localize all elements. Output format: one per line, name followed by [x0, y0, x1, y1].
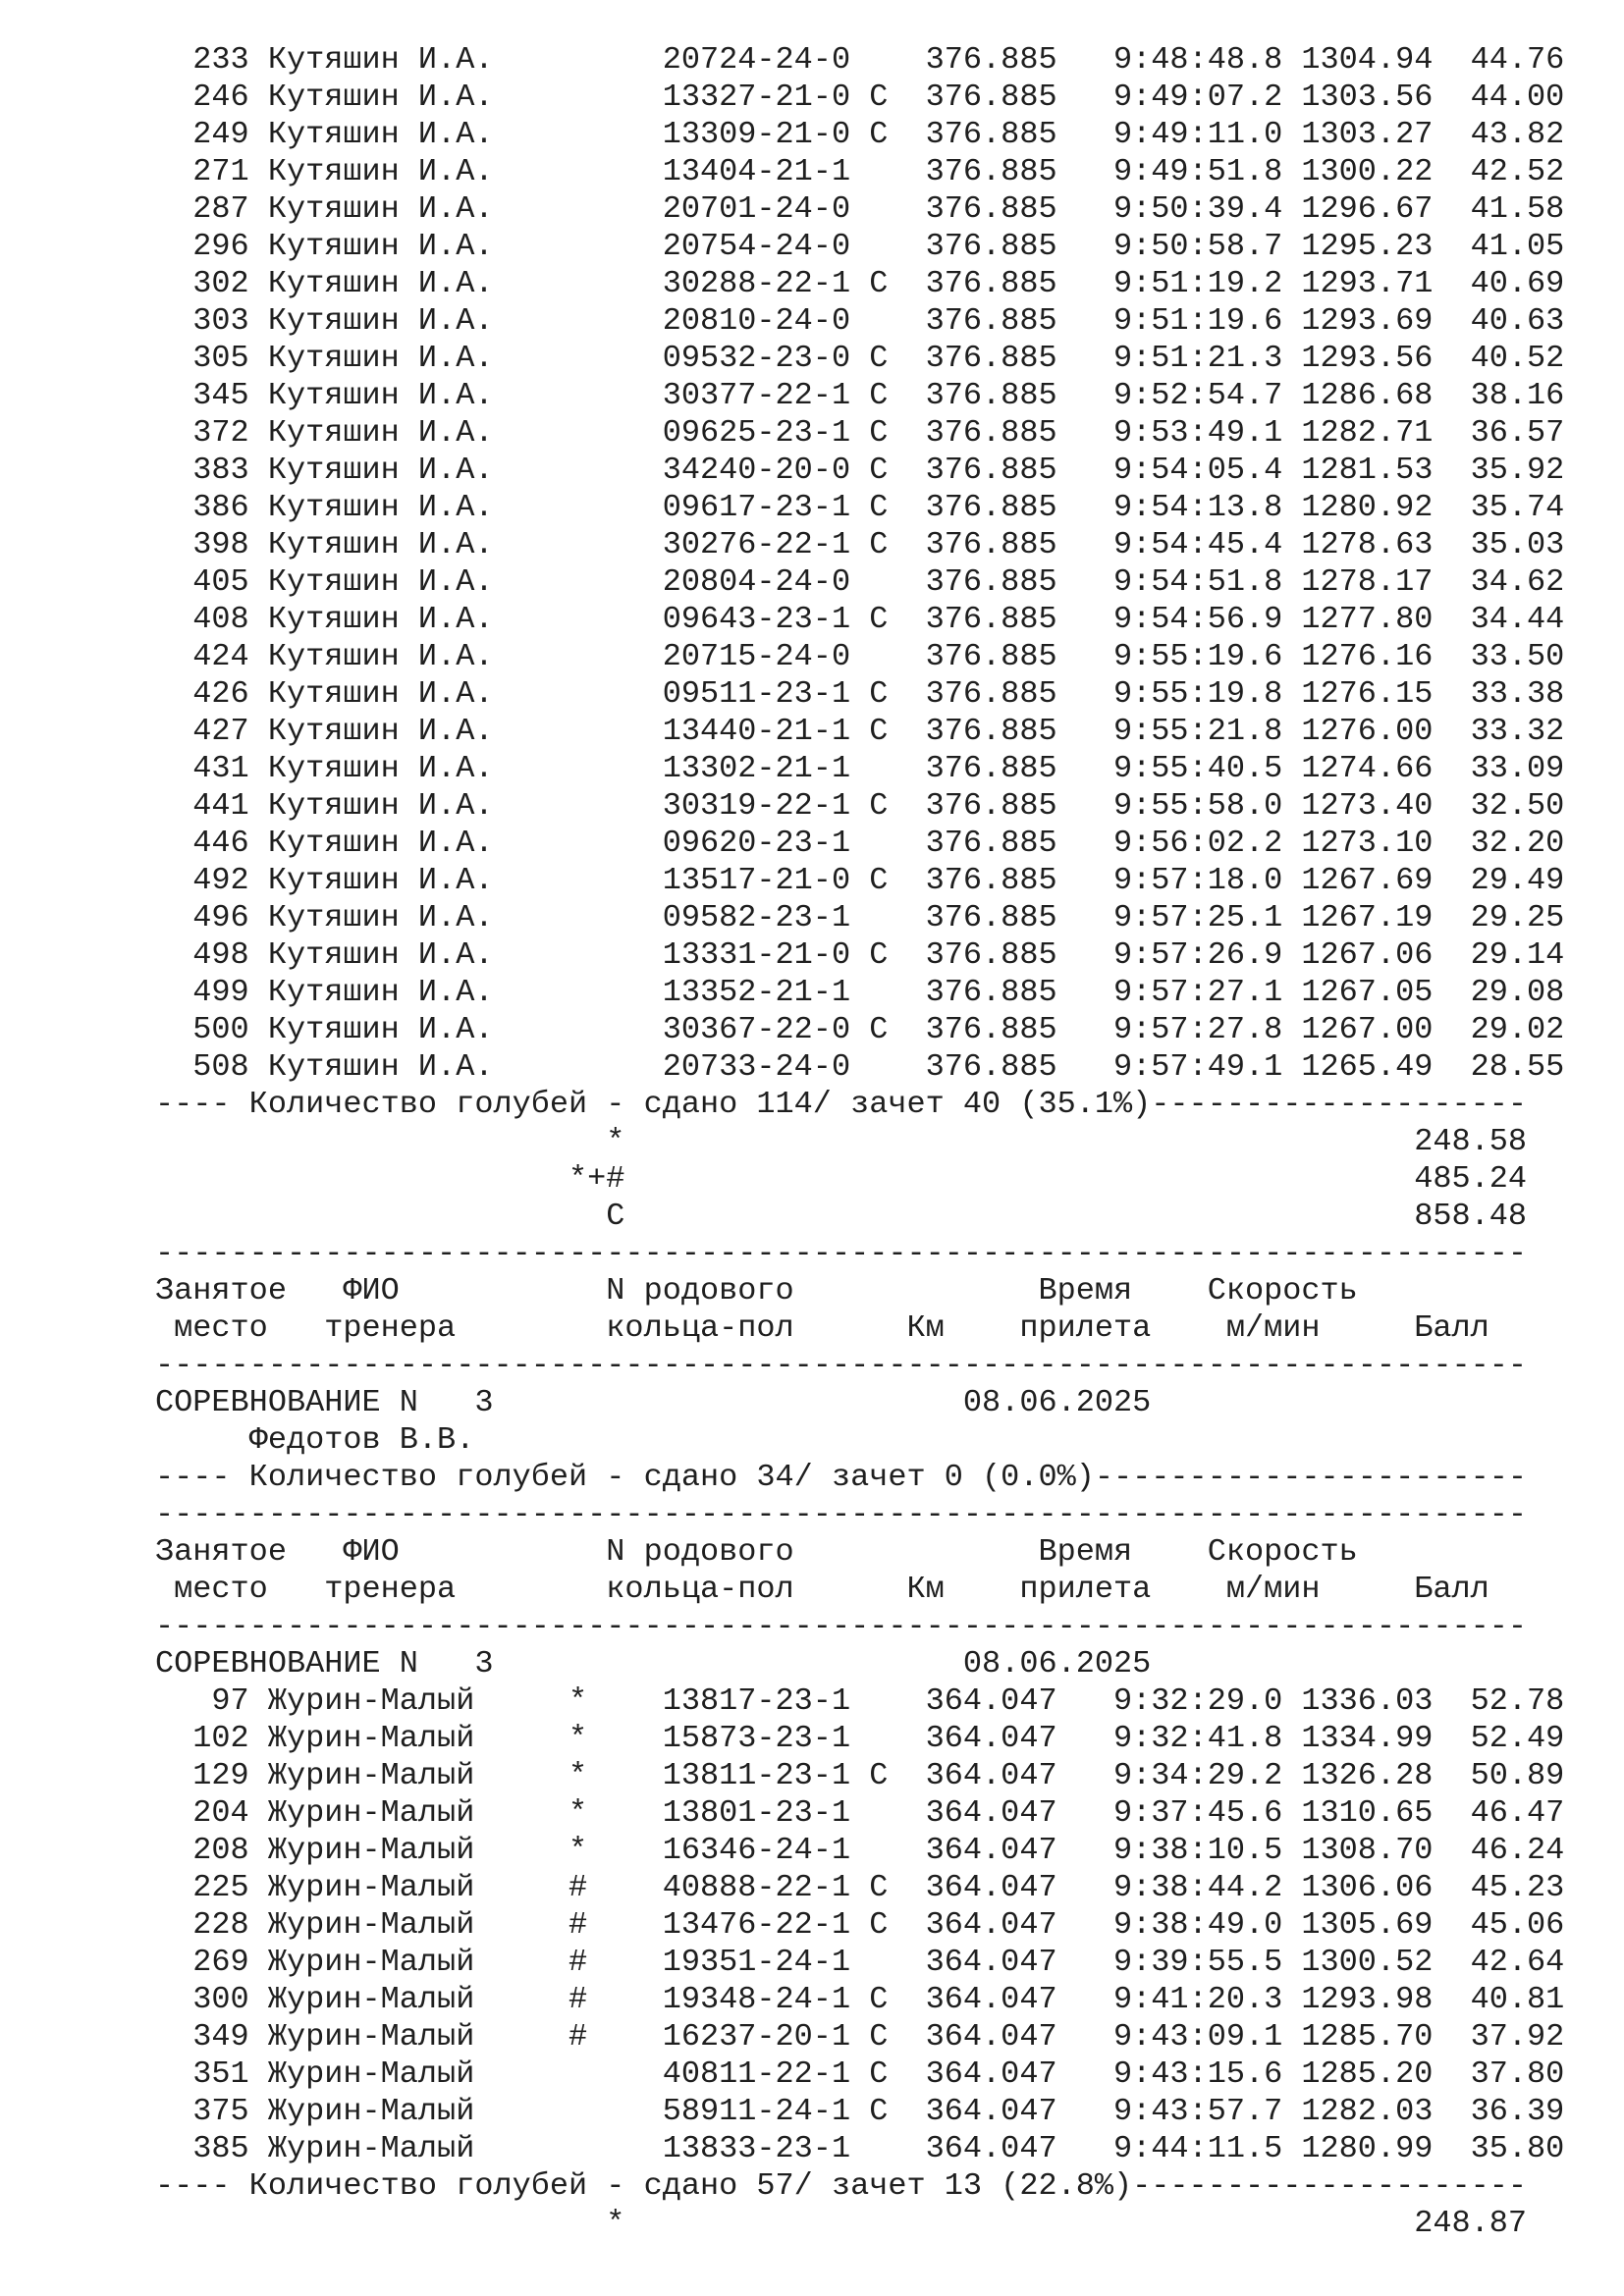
report-line: -------------------------------------------------------------------------	[155, 1347, 1528, 1383]
report-line: * 248.58	[155, 1123, 1528, 1159]
report-line: 228 Журин-Малый # 13476-22-1 С 364.047 9:38:49.0 1305.69 45.06	[155, 1906, 1565, 1943]
report-line: ---- Количество голубей - сдано 34/ зачет 0 (0.0%)-----------------------	[155, 1459, 1528, 1495]
report-line: Федотов В.В.	[155, 1421, 475, 1458]
report-line: 408 Кутяшин И.А. 09643-23-1 С 376.885 9:54:56.9 1277.80 34.44	[155, 601, 1565, 637]
report-line: 303 Кутяшин И.А. 20810-24-0 376.885 9:51:19.6 1293.69 40.63	[155, 302, 1565, 339]
report-line: 225 Журин-Малый # 40888-22-1 С 364.047 9:38:44.2 1306.06 45.23	[155, 1869, 1565, 1905]
report-line: 345 Кутяшин И.А. 30377-22-1 С 376.885 9:52:54.7 1286.68 38.16	[155, 377, 1565, 413]
report-line: 441 Кутяшин И.А. 30319-22-1 С 376.885 9:55:58.0 1273.40 32.50	[155, 787, 1565, 824]
report-line: 383 Кутяшин И.А. 34240-20-0 С 376.885 9:54:05.4 1281.53 35.92	[155, 452, 1565, 488]
report-line: 233 Кутяшин И.А. 20724-24-0 376.885 9:48:48.8 1304.94 44.76	[155, 41, 1565, 78]
report-line: 424 Кутяшин И.А. 20715-24-0 376.885 9:55:19.6 1276.16 33.50	[155, 638, 1565, 674]
report-line: 269 Журин-Малый # 19351-24-1 364.047 9:39:55.5 1300.52 42.64	[155, 1944, 1565, 1980]
report-line: 426 Кутяшин И.А. 09511-23-1 С 376.885 9:55:19.8 1276.15 33.38	[155, 675, 1565, 712]
report-line: 302 Кутяшин И.А. 30288-22-1 С 376.885 9:51:19.2 1293.71 40.69	[155, 265, 1565, 301]
report-line: 305 Кутяшин И.А. 09532-23-0 С 376.885 9:51:21.3 1293.56 40.52	[155, 340, 1565, 376]
report-line: 405 Кутяшин И.А. 20804-24-0 376.885 9:54:51.8 1278.17 34.62	[155, 563, 1565, 600]
report-line: 446 Кутяшин И.А. 09620-23-1 376.885 9:56:02.2 1273.10 32.20	[155, 825, 1565, 861]
report-line: 287 Кутяшин И.А. 20701-24-0 376.885 9:50:39.4 1296.67 41.58	[155, 190, 1565, 227]
report-line: 351 Журин-Малый 40811-22-1 С 364.047 9:43:15.6 1285.20 37.80	[155, 2056, 1565, 2092]
report-line: СОРЕВНОВАНИЕ N 3 08.06.2025	[155, 1384, 1152, 1420]
report-line: место тренера кольца-пол Км прилета м/мин Балл	[155, 1571, 1489, 1607]
report-line: -------------------------------------------------------------------------	[155, 1496, 1528, 1532]
report-line: 97 Журин-Малый * 13817-23-1 364.047 9:32:29.0 1336.03 52.78	[155, 1682, 1565, 1719]
report-line: 386 Кутяшин И.А. 09617-23-1 С 376.885 9:54:13.8 1280.92 35.74	[155, 489, 1565, 525]
report-line: 375 Журин-Малый 58911-24-1 С 364.047 9:43:57.7 1282.03 36.39	[155, 2093, 1565, 2129]
report-line: 246 Кутяшин И.А. 13327-21-0 С 376.885 9:49:07.2 1303.56 44.00	[155, 79, 1565, 115]
report-line: 349 Журин-Малый # 16237-20-1 С 364.047 9:43:09.1 1285.70 37.92	[155, 2018, 1565, 2055]
report-line: *+# 485.24	[155, 1160, 1528, 1197]
report-line: 398 Кутяшин И.А. 30276-22-1 С 376.885 9:54:45.4 1278.63 35.03	[155, 526, 1565, 562]
report-line: 249 Кутяшин И.А. 13309-21-0 С 376.885 9:49:11.0 1303.27 43.82	[155, 116, 1565, 152]
report-line: Занятое ФИО N родового Время Скорость	[155, 1272, 1358, 1308]
results-report	[155, 41, 1589, 2242]
report-line: 431 Кутяшин И.А. 13302-21-1 376.885 9:55:40.5 1274.66 33.09	[155, 750, 1565, 786]
report-line: 498 Кутяшин И.А. 13331-21-0 С 376.885 9:57:26.9 1267.06 29.14	[155, 936, 1565, 973]
report-line: 385 Журин-Малый 13833-23-1 364.047 9:44:11.5 1280.99 35.80	[155, 2130, 1565, 2166]
report-line: 208 Журин-Малый * 16346-24-1 364.047 9:38:10.5 1308.70 46.24	[155, 1832, 1565, 1868]
report-line: 500 Кутяшин И.А. 30367-22-0 С 376.885 9:57:27.8 1267.00 29.02	[155, 1011, 1565, 1047]
report-line: 496 Кутяшин И.А. 09582-23-1 376.885 9:57:25.1 1267.19 29.25	[155, 899, 1565, 935]
report-line: 129 Журин-Малый * 13811-23-1 С 364.047 9:34:29.2 1326.28 50.89	[155, 1757, 1565, 1793]
report-line: СОРЕВНОВАНИЕ N 3 08.06.2025	[155, 1645, 1152, 1682]
report-line: 204 Журин-Малый * 13801-23-1 364.047 9:37:45.6 1310.65 46.47	[155, 1794, 1565, 1831]
report-line: место тренера кольца-пол Км прилета м/мин Балл	[155, 1309, 1489, 1346]
report-line: ---- Количество голубей - сдано 57/ зачет 13 (22.8%)---------------------	[155, 2167, 1528, 2204]
report-line: * 248.87	[155, 2205, 1528, 2241]
report-line: -------------------------------------------------------------------------	[155, 1235, 1528, 1271]
report-line: -------------------------------------------------------------------------	[155, 1608, 1528, 1644]
report-line: 427 Кутяшин И.А. 13440-21-1 С 376.885 9:55:21.8 1276.00 33.32	[155, 713, 1565, 749]
report-line: 300 Журин-Малый # 19348-24-1 С 364.047 9:41:20.3 1293.98 40.81	[155, 1981, 1565, 2017]
report-line: 508 Кутяшин И.А. 20733-24-0 376.885 9:57:49.1 1265.49 28.55	[155, 1048, 1565, 1085]
report-line: С 858.48	[155, 1198, 1528, 1234]
report-line: 372 Кутяшин И.А. 09625-23-1 С 376.885 9:53:49.1 1282.71 36.57	[155, 414, 1565, 451]
report-line: 492 Кутяшин И.А. 13517-21-0 С 376.885 9:57:18.0 1267.69 29.49	[155, 862, 1565, 898]
report-line: 102 Журин-Малый * 15873-23-1 364.047 9:32:41.8 1334.99 52.49	[155, 1720, 1565, 1756]
report-line: 499 Кутяшин И.А. 13352-21-1 376.885 9:57:27.1 1267.05 29.08	[155, 974, 1565, 1010]
report-line: 271 Кутяшин И.А. 13404-21-1 376.885 9:49:51.8 1300.22 42.52	[155, 153, 1565, 189]
report-line: ---- Количество голубей - сдано 114/ зачет 40 (35.1%)--------------------	[155, 1086, 1528, 1122]
report-line: Занятое ФИО N родового Время Скорость	[155, 1533, 1358, 1570]
report-line: 296 Кутяшин И.А. 20754-24-0 376.885 9:50:58.7 1295.23 41.05	[155, 228, 1565, 264]
